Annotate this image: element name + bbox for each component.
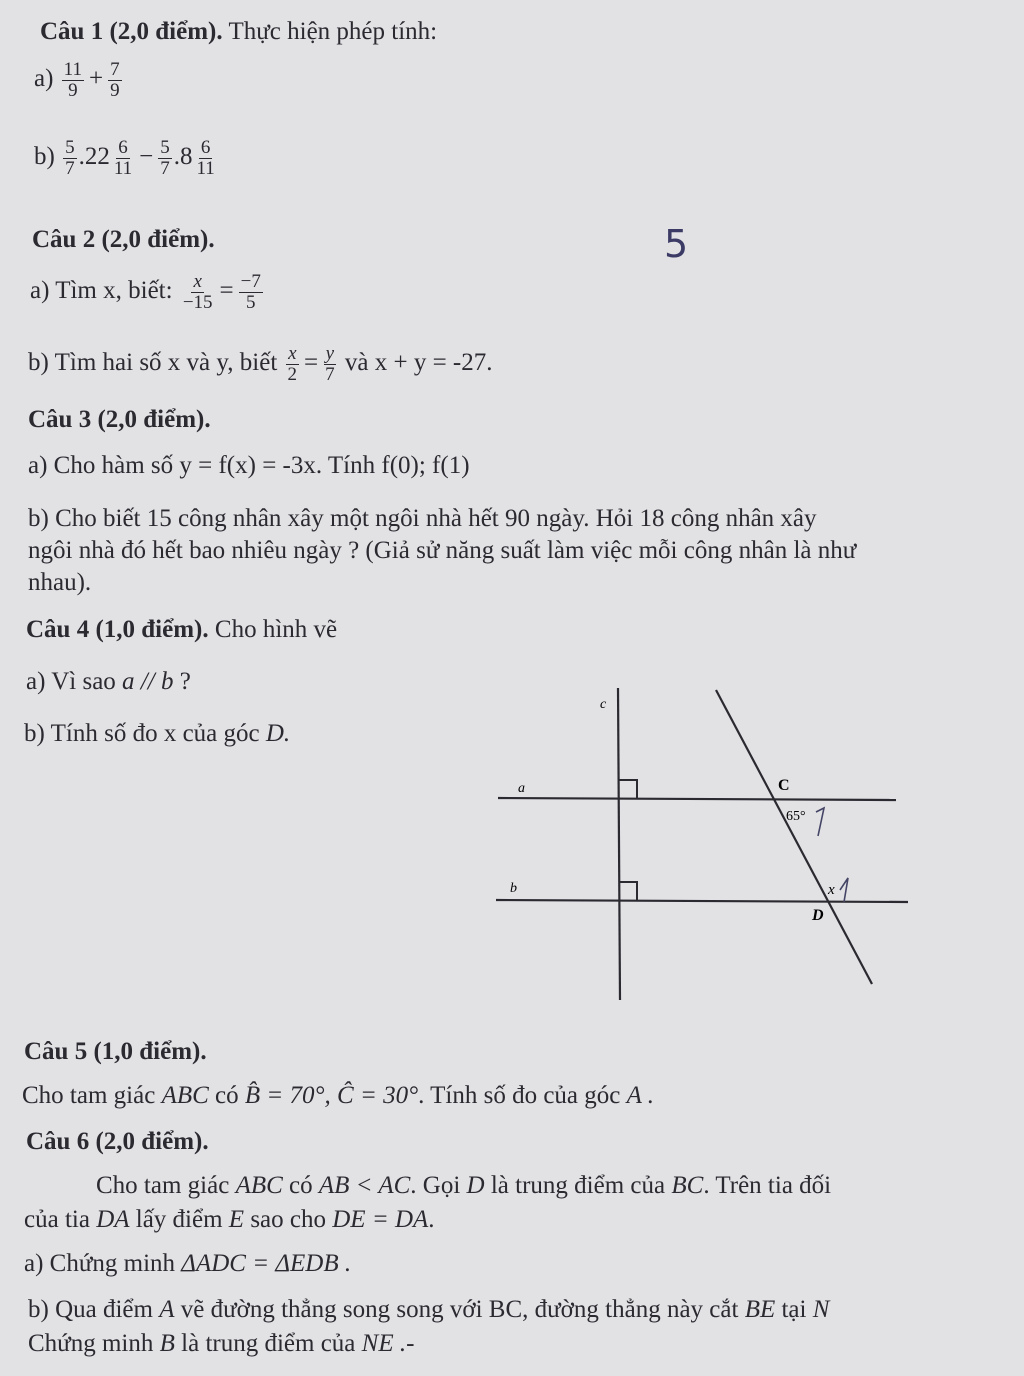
label-point-D: D (812, 907, 824, 924)
q6-title: Câu 6 (2,0 điểm). (26, 1128, 209, 1155)
numerator: 5 (65, 137, 75, 158)
text: Chứng minh (28, 1330, 154, 1357)
label-angle-x: x (828, 882, 835, 898)
denominator: 5 (246, 291, 256, 313)
q5-condition: B̂ = 70°, Ĉ = 30° (244, 1082, 419, 1109)
q5-triangle: ABC (161, 1082, 209, 1109)
q2-a-text: a) Tìm x, biết: (30, 277, 173, 305)
math: DA (96, 1206, 130, 1233)
q4-a-math: a // b (122, 668, 174, 695)
q1-b-fraction-1 (63, 138, 77, 179)
line-b (496, 900, 908, 902)
text: b) Qua điểm (28, 1296, 153, 1323)
q2-part-b (28, 344, 493, 385)
text: là trung điểm của (490, 1172, 666, 1199)
q2-a-fraction-1 (181, 272, 215, 313)
text: của tia (24, 1206, 90, 1233)
denominator: 7 (65, 157, 75, 179)
q1-a-operator: + (88, 65, 104, 93)
q6-part-b-line-2 (28, 1330, 414, 1358)
denominator: 7 (325, 363, 335, 385)
q1-a-fraction-2 (108, 60, 122, 101)
q2-b-fraction-1 (286, 344, 300, 385)
numerator: −7 (240, 271, 261, 292)
q1-a-label: a) (34, 65, 54, 93)
label-line-b: b (510, 881, 517, 896)
text: có (289, 1172, 313, 1199)
text: là trung điểm của (181, 1330, 356, 1357)
line-c (618, 688, 620, 1000)
geometry-figure (480, 680, 920, 1010)
q1-b-fraction-3 (158, 138, 172, 179)
denominator: −15 (182, 291, 213, 313)
q1-b-coef-2: .8 (173, 143, 193, 171)
math: N (812, 1296, 830, 1323)
q2-a-fraction-2 (239, 272, 263, 313)
numerator: 6 (118, 137, 128, 158)
q2-b-text: b) Tìm hai số x và y, biết (28, 349, 278, 377)
q2-b-fraction-2 (323, 344, 337, 385)
q6-line-1 (96, 1172, 831, 1200)
transversal-line (716, 690, 872, 984)
text: tại (781, 1296, 807, 1323)
q4-b-prefix: b) Tính số đo x của góc (24, 720, 260, 747)
numerator: 6 (200, 137, 211, 158)
q4-a-prefix: a) Vì sao (26, 668, 116, 695)
q5-text-end: . Tính số đo của góc (418, 1082, 621, 1109)
math: E (228, 1206, 245, 1233)
text: - (406, 1330, 415, 1357)
denominator: 11 (113, 157, 133, 179)
q5-text-mid: có (215, 1082, 239, 1109)
q1-task: Thực hiện phép tính: (228, 18, 438, 45)
math: DE = DA (332, 1206, 429, 1233)
q4-title: Câu 4 (1,0 điểm). (26, 616, 209, 643)
q2-title: Câu 2 (2,0 điểm). (32, 226, 215, 253)
q1-b-fraction-2 (112, 138, 134, 179)
q1-header (40, 18, 437, 46)
q6-part-a (24, 1250, 351, 1278)
numerator: y (325, 343, 335, 364)
q4-b-math: D. (265, 720, 291, 747)
q1-b-label: b) (34, 143, 55, 171)
label-line-a: a (518, 781, 525, 796)
numerator: 7 (110, 59, 120, 80)
q4-header (26, 616, 337, 644)
numerator: x (193, 271, 202, 292)
q2-b-equals: = (304, 349, 319, 377)
handwritten-mark-2 (840, 878, 848, 902)
denominator: 9 (110, 79, 120, 101)
text: a) Chứng minh (24, 1250, 176, 1277)
math: ΔADC = ΔEDB . (181, 1250, 352, 1277)
q1-b-operator: − (139, 143, 154, 171)
denominator: 9 (68, 79, 78, 101)
q4-task: Cho hình vẽ (214, 616, 338, 643)
right-angle-mark-bottom (619, 882, 637, 900)
handwritten-margin-note: 5 (664, 222, 689, 266)
math: ABC (235, 1172, 283, 1199)
denominator: 2 (287, 363, 298, 385)
right-angle-mark-top (619, 780, 637, 798)
q5-angle: A . (626, 1082, 654, 1109)
math: BE (744, 1296, 776, 1323)
q1-part-b (34, 138, 219, 179)
text: . (428, 1206, 435, 1233)
q1-b-coef-1: .22 (78, 143, 110, 171)
text: . Gọi (410, 1172, 461, 1199)
q4-part-b (24, 720, 290, 748)
math: A (159, 1296, 175, 1323)
q3-b-line-3: nhau). (28, 569, 92, 596)
handwritten-mark-1 (816, 808, 824, 836)
q5-text (22, 1082, 654, 1110)
numerator: 11 (63, 59, 82, 80)
q1-part-a (34, 60, 124, 101)
denominator: 7 (160, 157, 170, 179)
math: B (159, 1330, 175, 1357)
numerator: x (288, 343, 297, 364)
q4-part-a (26, 668, 191, 696)
line-a (498, 798, 896, 800)
text: . Trên tia đối (703, 1172, 832, 1199)
q3-part-a: a) Cho hàm số y = f(x) = -3x. Tính f(0); f(1) (28, 452, 470, 479)
q2-b-tail: và x + y = -27. (344, 349, 493, 377)
q5-title: Câu 5 (1,0 điểm). (24, 1038, 207, 1065)
q3-b-line-1: b) Cho biết 15 công nhân xây một ngôi nhà hết 90 ngày. Hỏi 18 công nhân xây (28, 505, 817, 532)
math: D (466, 1172, 485, 1199)
math: BC (671, 1172, 704, 1199)
q6-part-b-line-1 (28, 1296, 829, 1324)
text: sao cho (250, 1206, 326, 1233)
q1-b-fraction-4 (194, 138, 216, 179)
q3-title: Câu 3 (2,0 điểm). (28, 406, 211, 433)
denominator: 11 (196, 157, 215, 179)
q3-b-line-2: ngôi nhà đó hết bao nhiêu ngày ? (Giả sử năng suất làm việc mỗi công nhân là như (28, 537, 857, 564)
q1-a-fraction-1 (62, 60, 84, 101)
q1-title: Câu 1 (2,0 điểm). (40, 18, 223, 45)
label-line-c: c (600, 697, 607, 712)
q2-a-equals: = (219, 277, 234, 305)
q3-part-b (28, 503, 990, 599)
q2-part-a (30, 272, 265, 313)
math: NE . (361, 1330, 407, 1357)
label-point-C: C (778, 777, 790, 794)
math: AB < AC (318, 1172, 411, 1199)
q4-a-suffix: ? (179, 668, 191, 695)
numerator: 5 (160, 137, 170, 158)
text: vẽ đường thẳng song song với BC, đường thẳng này cắt (180, 1296, 739, 1323)
q5-text-start: Cho tam giác (22, 1082, 156, 1109)
q6-line-2 (24, 1206, 435, 1234)
text: Cho tam giác (96, 1172, 230, 1199)
label-angle-65: 65° (786, 809, 806, 824)
text: lấy điểm (135, 1206, 223, 1233)
